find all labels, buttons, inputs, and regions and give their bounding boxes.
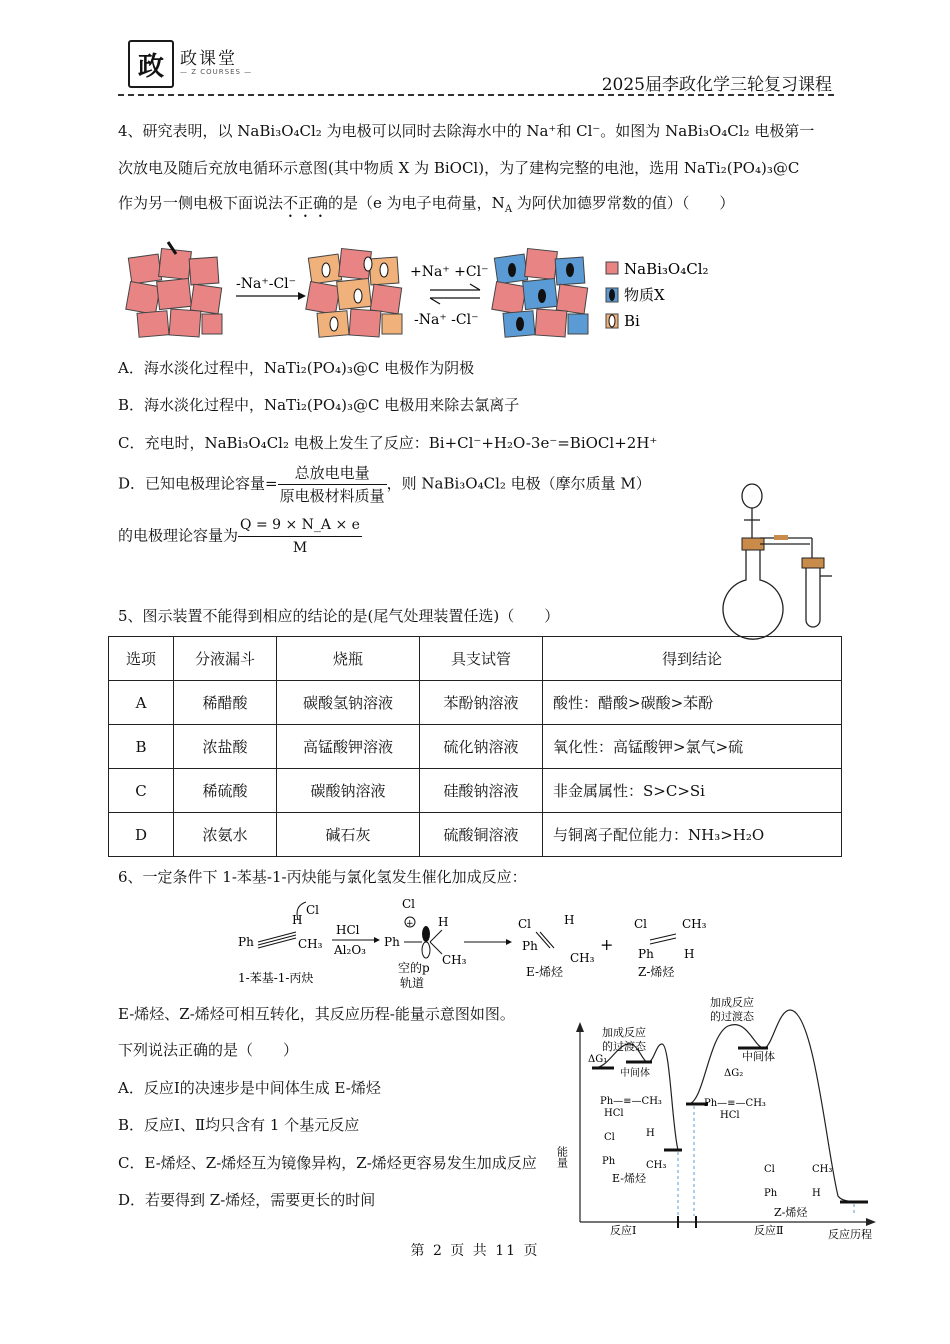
inter-cl: Cl [402,897,416,911]
q4-option-c: C．充电时，NaBi₃O₄Cl₂ 电极上发生了反应：Bi+Cl⁻+H₂O-3e⁻=BiOCl+2H⁺ [118,434,658,452]
table-cell: 非金属属性：S>C>Si [543,769,842,813]
answer-denominator: M [292,540,308,556]
legend-swatch-nabi [606,262,618,274]
table-cell: 氧化性：高锰酸钾>氯气>硫 [543,725,842,769]
e-h: H [564,913,575,927]
r2-h: H [812,1188,821,1199]
reactant-cl: Cl [306,903,320,917]
r1-hcl: HCl [604,1108,624,1119]
q4-answer-fraction [238,514,362,559]
fraction-denominator: 原电极材料质量 [279,487,385,505]
ts1-label-1: 加成反应 [602,1026,646,1039]
inter2-label: 中间体 [742,1050,775,1063]
reagent-top: HCl [336,923,360,937]
r1-cl: Cl [604,1132,615,1143]
legend-bi: Bi [624,312,640,330]
legend-nabi: NaBi₃O₄Cl₂ [624,260,709,278]
r1-h: H [646,1128,655,1139]
header-cell: 选项 [109,637,174,681]
q4-option-b: B．海水淡化过程中，NaTi₂(PO₄)₃@C 电极用来除去氯离子 [118,396,520,414]
reaction-2-label: 反应Ⅱ [754,1224,784,1237]
table-cell: 硅酸钠溶液 [420,769,543,813]
table-cell: D [109,813,174,857]
q4-stem-pre: 作为另一侧电极下面说法 [118,194,284,212]
table-cell: 酸性：醋酸>碳酸>苯酚 [543,681,842,725]
table-cell: 稀醋酸 [174,681,277,725]
q4-option-d-pre: D．已知电极理论容量= [118,474,278,493]
side-arm-tube [806,568,820,627]
step-forward-label: +Na⁺ +Cl⁻ [410,264,489,280]
r1-reactant: Ph—≡—CH₃ [600,1096,662,1107]
logo-subtitle: — Z COURSES — [180,68,253,76]
q4-stem-line3 [118,192,734,221]
q4-option-d-post: ，则 NaBi₃O₄Cl₂ 电极（摩尔质量 M） [386,474,651,493]
reactant-ch3: CH₃ [298,937,323,951]
table-row [109,681,842,725]
reagent-bottom: Al₂O₃ [334,943,366,957]
cluster-nabi-initial [126,242,222,337]
table-cell: B [109,725,174,769]
inter-label-2: 轨道 [400,976,425,990]
table-cell: 苯酚钠溶液 [420,681,543,725]
q4-option-a: A．海水淡化过程中，NaTi₂(PO₄)₃@C 电极作为阴极 [118,359,475,377]
inter-h: H [438,915,449,929]
dg1-label: ΔG₁ [588,1054,608,1065]
q4-option-d-line2-text: 的电极理论容量为 [118,526,239,545]
table-cell: 高锰酸钾溶液 [277,725,420,769]
step1-label: -Na⁺-Cl⁻ [236,276,297,292]
table-cell: 浓氨水 [174,813,277,857]
table-cell: 碳酸钠溶液 [277,769,420,813]
table-cell: 碱石灰 [277,813,420,857]
q4-electrode-diagram [118,236,718,346]
table-cell: 硫化钠溶液 [420,725,543,769]
table-row [109,769,842,813]
y-axis-label: 能量 [555,1146,569,1168]
x-axis-label: 反应历程 [828,1228,872,1241]
z-label: Z-烯烃 [638,965,675,979]
e-ph: Ph [522,939,538,953]
round-flask [723,550,783,639]
q6-line2: E-烯烃、Z-烯烃可相互转化，其反应历程-能量示意图如图。 [118,1005,515,1023]
plus-sign: + [600,935,614,954]
header-cell: 具支试管 [420,637,543,681]
z-ph: Ph [638,947,654,961]
fraction-numerator: 总放电电量 [278,462,387,485]
reactant-label: 1-苯基-1-丙炔 [238,971,314,985]
q6-line3: 下列说法正确的是（ ） [118,1041,299,1059]
header-cell: 烧瓶 [277,637,420,681]
table-header-row [109,637,842,681]
q4-option-d-line2 [118,514,362,559]
q4-stem-end: 为阿伏加德罗常数的值）（ ） [512,194,735,212]
table-cell: A [109,681,174,725]
svg-text:+: + [406,919,414,929]
header-divider [118,94,834,96]
inter-label-1: 空的p [398,961,430,975]
course-title: 2025届李政化学三轮复习课程 [601,75,832,95]
dg2-label: ΔG₂ [724,1068,744,1079]
separatory-funnel [742,484,762,508]
ts2-label-2: 的过渡态 [710,1010,754,1023]
q6-option-a: A．反应Ⅰ的决速步是中间体生成 E-烯烃 [118,1079,381,1097]
q6-stem: 6、一定条件下 1-苯基-1-丙炔能与氯化氢发生催化加成反应： [118,868,527,886]
ts1-label-2: 的过渡态 [602,1040,646,1053]
reactant-h: H [292,913,303,927]
q4-stem-line1: 4、研究表明，以 NaBi₃O₄Cl₂ 为电极可以同时去除海水中的 Na⁺和 Cl⁻。如图为 NaBi₃O₄Cl₂ 电极第一 [118,122,815,140]
q4-stem-emphasis: 不正确 [283,194,329,212]
table-row [109,725,842,769]
inter1-label: 中间体 [620,1068,650,1079]
q6-option-d: D．若要得到 Z-烯烃，需要更长的时间 [118,1191,376,1209]
energy-profile-diagram [555,996,898,1246]
r2-cl: Cl [764,1164,775,1175]
cluster-with-bi [306,249,402,338]
table-cell: 硫酸铜溶液 [420,813,543,857]
z-h: H [684,947,695,961]
reactant-ph: Ph [238,935,254,949]
q6-option-b: B．反应Ⅰ、Ⅱ均只含有 1 个基元反应 [118,1116,360,1134]
q4-stem-line2: 次放电及随后充放电循环示意图(其中物质 X 为 BiOCl)，为了建构完整的电池，选用 NaTi₂(PO₄)₃@C [118,159,800,177]
q5-table [108,636,842,857]
logo-mark: 政 [128,40,174,88]
q4-stem-sub: A [504,204,513,215]
e-label: E-烯烃 [526,965,564,979]
r2-ph: Ph [764,1188,778,1199]
answer-numerator: Q = 9 × N_A × e [238,514,362,537]
ts2-label-1: 加成反应 [710,996,754,1009]
table-row [109,813,842,857]
table-cell: C [109,769,174,813]
inter-ph: Ph [384,935,400,949]
table-cell: 稀硫酸 [174,769,277,813]
inter-ch3: CH₃ [442,953,467,967]
gas-apparatus [722,480,842,630]
header-cell: 得到结论 [543,637,842,681]
step-back-label: -Na⁺ -Cl⁻ [414,312,479,328]
table-cell: 浓盐酸 [174,725,277,769]
table-cell: 与铜离子配位能力：NH₃>H₂O [543,813,842,857]
cluster-with-x [492,249,588,338]
z-ch3: CH₃ [682,917,707,931]
q6-reaction-scheme [236,892,736,992]
q4-capacity-fraction [278,462,387,507]
step1-arrowhead [298,292,306,300]
z-cl: Cl [634,917,648,931]
q4-stem-post: 的是（e 为电子电荷量，N [328,194,505,212]
q6-option-c: C．E-烯烃、Z-烯烃互为镜像异构，Z-烯烃更容易发生加成反应 [118,1154,537,1172]
logo-name: 政课堂 [180,49,237,69]
q5-stem: 5、图示装置不能得到相应的结论的是(尾气处理装置任选)（ ） [118,607,560,625]
e-alkene-label: E-烯烃 [612,1172,646,1185]
e-ch3: CH₃ [570,951,595,965]
page-footer: 第 2 页 共 11 页 [410,1243,540,1259]
q4-option-d [118,462,651,507]
e-cl: Cl [518,917,532,931]
header-cell: 分液漏斗 [174,637,277,681]
r2-reactant: Ph—≡—CH₃ [704,1098,766,1109]
legend-x: 物质X [624,286,665,304]
r2-ch3: CH₃ [812,1164,833,1175]
z-alkene-label: Z-烯烃 [774,1206,808,1219]
reaction-1-label: 反应Ⅰ [610,1224,637,1237]
r1-ph: Ph [602,1156,616,1167]
r1-ch3: CH₃ [646,1160,667,1171]
r2-hcl: HCl [720,1110,740,1121]
table-cell: 碳酸氢钠溶液 [277,681,420,725]
